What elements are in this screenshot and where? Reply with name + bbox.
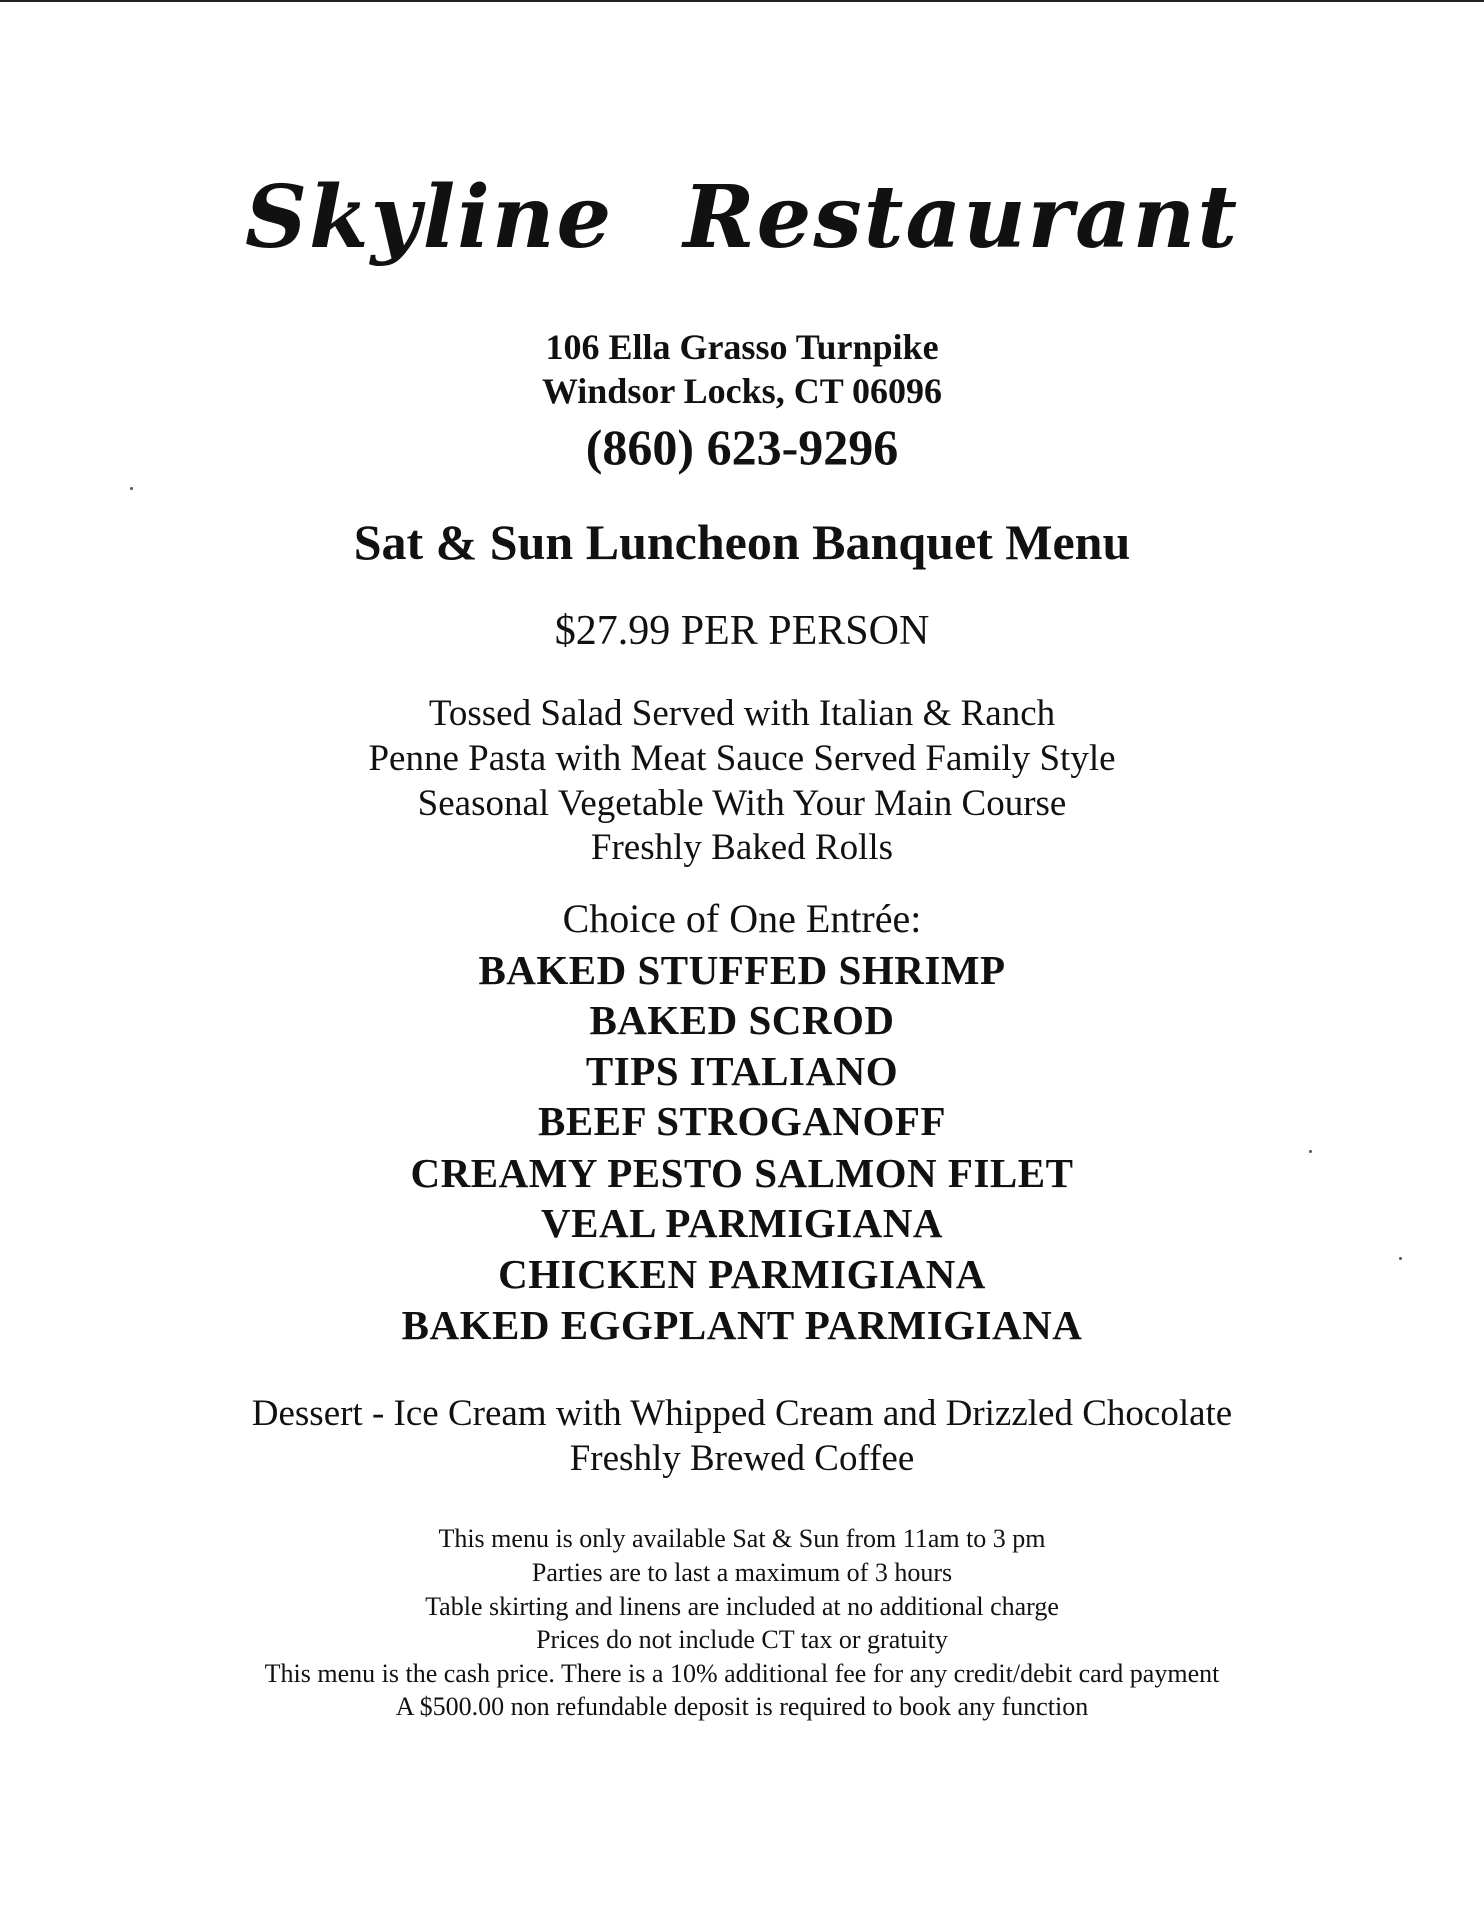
course-item: Tossed Salad Served with Italian & Ranch: [428, 693, 1056, 734]
scan-speck: [1399, 1257, 1402, 1260]
entree-heading: Choice of One Entrée:: [562, 896, 922, 941]
fine-print-line: A $500.00 non refundable deposit is required to book any function: [395, 1692, 1089, 1721]
phone-number: (860) 623-9296: [585, 419, 899, 475]
entree-item: BAKED EGGPLANT PARMIGIANA: [401, 1302, 1083, 1348]
restaurant-name: [0, 168, 1484, 268]
entree-item: VEAL PARMIGIANA: [541, 1200, 943, 1246]
entree-item: BAKED SCROD: [589, 997, 895, 1043]
entree-item: CREAMY PESTO SALMON FILET: [410, 1150, 1074, 1196]
street-address: 106 Ella Grasso Turnpike: [545, 327, 939, 367]
fine-print-line: Parties are to last a maximum of 3 hours: [531, 1558, 953, 1587]
menu-title: Sat & Sun Luncheon Banquet Menu: [353, 514, 1131, 570]
fine-print-line: This menu is only available Sat & Sun from 11am to 3 pm: [438, 1524, 1046, 1553]
fine-print-line: Table skirting and linens are included at no additional charge: [425, 1592, 1059, 1621]
fine-print-line: Prices do not include CT tax or gratuity: [536, 1625, 948, 1654]
scan-speck: [130, 487, 133, 490]
scan-speck: [1309, 1150, 1312, 1153]
top-border-line: [0, 0, 1484, 2]
restaurant-name-first: Skyline: [244, 167, 614, 268]
restaurant-name-second: Restaurant: [683, 167, 1240, 268]
dessert-item: Dessert - Ice Cream with Whipped Cream and Drizzled Chocolate: [251, 1393, 1233, 1434]
price-per-person: $27.99 PER PERSON: [554, 608, 930, 654]
coffee-item: Freshly Brewed Coffee: [569, 1438, 915, 1479]
entree-item: BAKED STUFFED SHRIMP: [478, 947, 1006, 993]
fine-print-line: This menu is the cash price. There is a 10% additional fee for any credit/debit card payment: [264, 1659, 1220, 1688]
course-item: Freshly Baked Rolls: [590, 827, 894, 868]
entree-item: CHICKEN PARMIGIANA: [498, 1251, 986, 1297]
course-item: Seasonal Vegetable With Your Main Course: [417, 783, 1067, 824]
entree-item: BEEF STROGANOFF: [537, 1098, 947, 1144]
city-state-zip: Windsor Locks, CT 06096: [541, 371, 943, 411]
entree-item: TIPS ITALIANO: [585, 1048, 899, 1094]
course-item: Penne Pasta with Meat Sauce Served Family Style: [368, 738, 1116, 779]
